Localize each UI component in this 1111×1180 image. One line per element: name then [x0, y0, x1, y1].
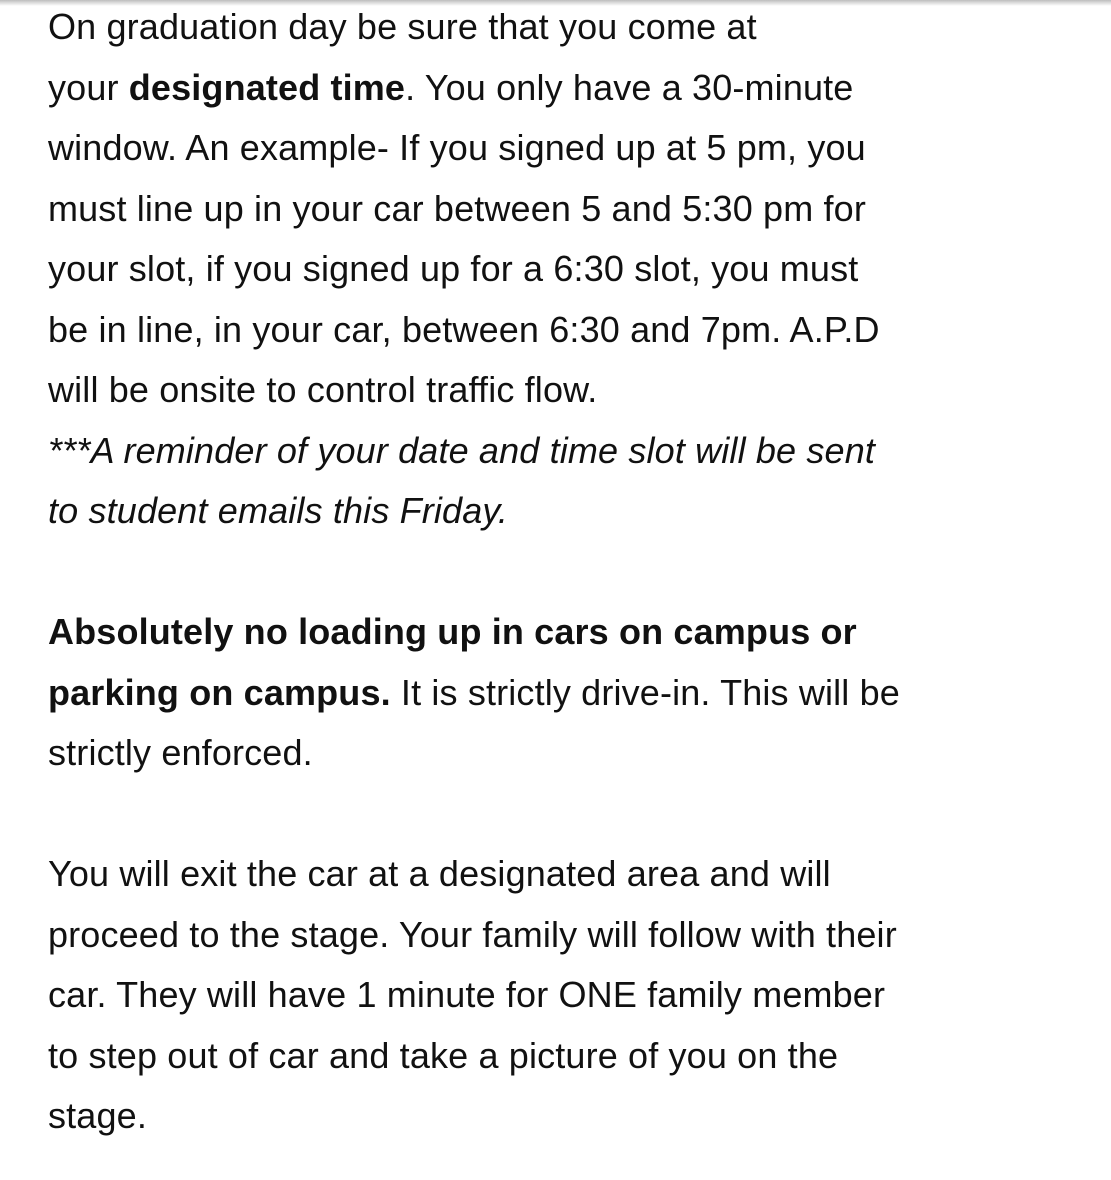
paragraph-stage-procedure	[48, 844, 1088, 1147]
text-line: be in line, in your car, between 6:30 and 7pm. A.P.D	[48, 308, 880, 350]
text-line: strictly enforced.	[48, 732, 313, 773]
text-line: You will exit the car at a designated area and will	[48, 853, 831, 894]
text-line: to step out of car and take a picture of you on the	[48, 1034, 839, 1076]
text-line	[48, 58, 1088, 119]
text-run: . You only have a 30-minute	[405, 66, 854, 108]
text-line: must line up in your car between 5 and 5:30 pm for	[48, 187, 866, 229]
text-run: your	[48, 66, 129, 108]
no-parking-emphasis: parking on campus.	[48, 671, 391, 713]
text-line: will be onsite to control traffic flow.	[48, 369, 598, 410]
text-line	[48, 663, 1088, 724]
text-line: your slot, if you signed up for a 6:30 slot, you must	[48, 248, 859, 289]
text-run: It is strictly drive-in. This will be	[390, 671, 900, 713]
text-line: proceed to the stage. Your family will follow with their	[48, 913, 897, 955]
text-line: On graduation day be sure that you come at	[48, 6, 757, 47]
text-line: to student emails this Friday.	[48, 490, 509, 531]
document-body	[48, 0, 1088, 1147]
text-line: car. They will have 1 minute for ONE family member	[48, 974, 886, 1015]
paragraph-arrival-time	[48, 0, 1088, 421]
text-line: ***A reminder of your date and time slot will be sent	[48, 429, 876, 471]
designated-time-emphasis: designated time	[128, 66, 406, 108]
paragraph-gap	[48, 784, 1088, 845]
paragraph-no-loading	[48, 602, 1088, 784]
paragraph-gap	[48, 542, 1088, 603]
no-loading-emphasis: Absolutely no loading up in cars on campus or	[48, 611, 857, 652]
reminder-note	[48, 421, 1088, 542]
text-line: window. An example- If you signed up at 5 pm, you	[48, 127, 866, 168]
text-line: stage.	[48, 1095, 147, 1136]
